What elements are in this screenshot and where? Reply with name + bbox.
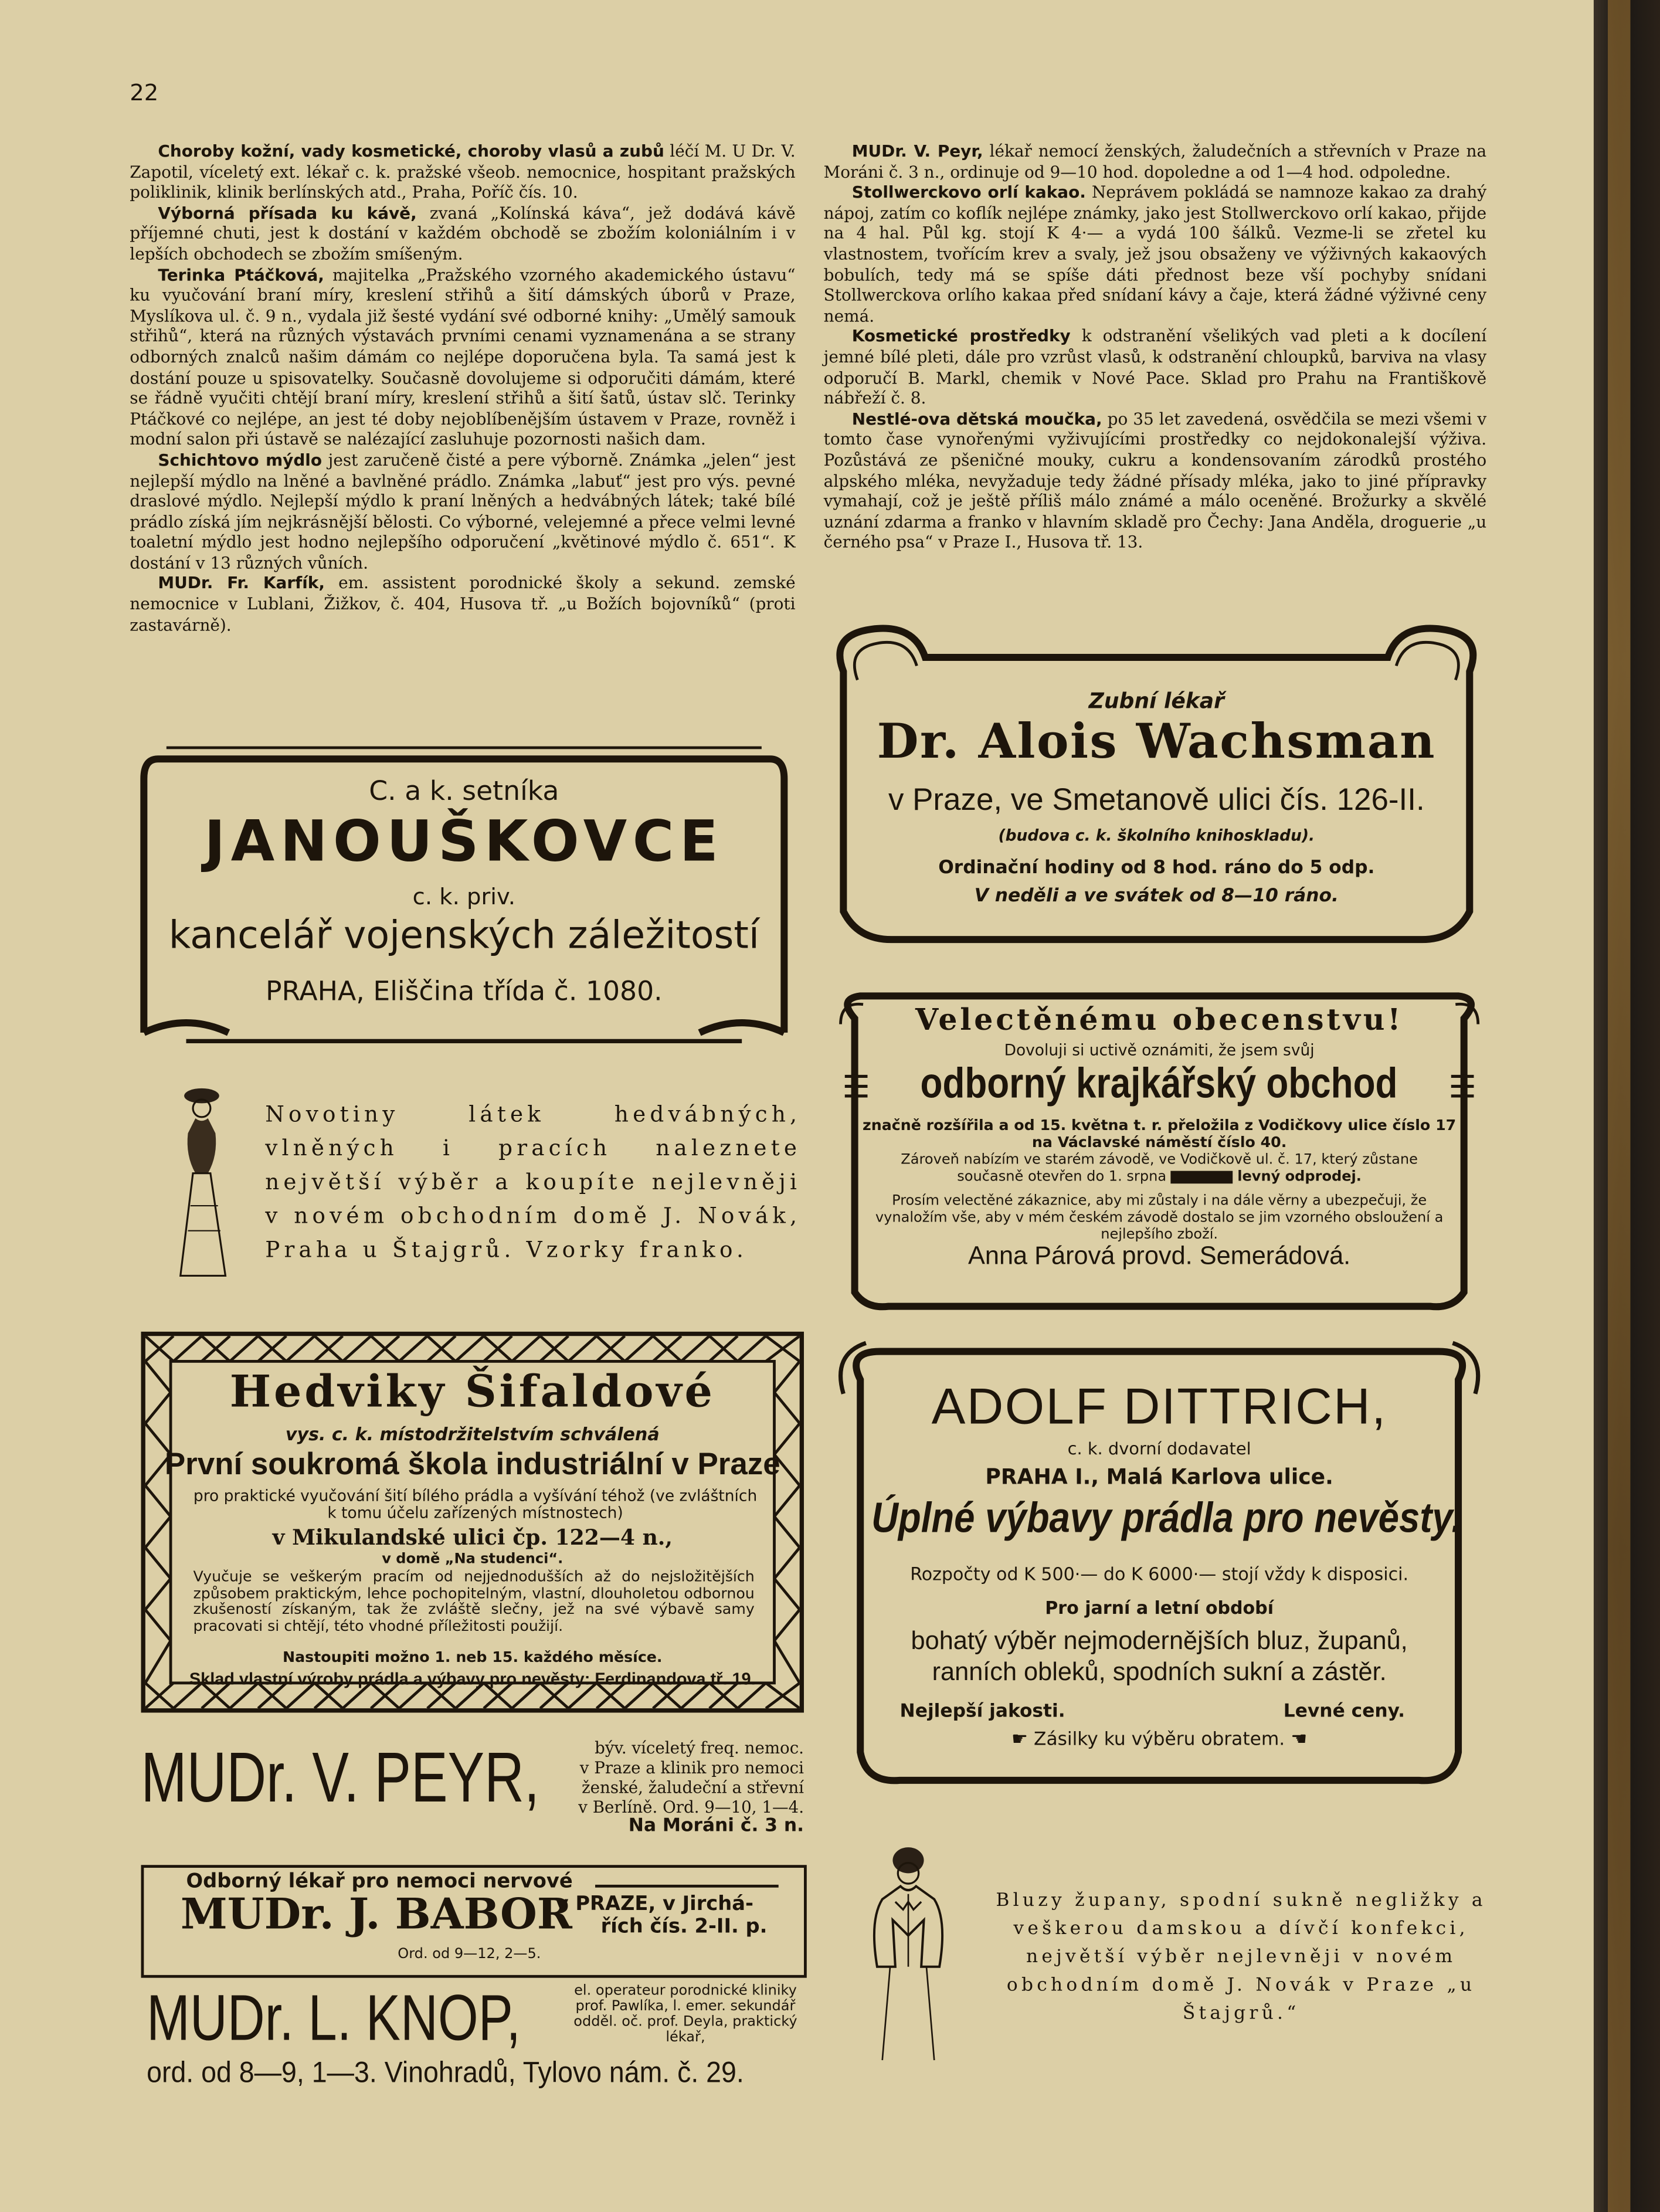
lady-illustration: [843, 1834, 973, 2071]
janouskovec-address: PRAHA, Eliščina třída č. 1080.: [265, 976, 663, 1007]
redacted-block: [1171, 1170, 1233, 1183]
notice-peyr: MUDr. V. Peyr, lékař nemocí ženských, žaludečních a střevních v Praze na Moráni č. 3 n., ordinuje od 9—10 hod. dopoledne a od 1—4 hod. odpoledne.: [823, 141, 1487, 182]
babor-address: v PRAZE, v Jirchá- řích čís. 2-II. p.: [555, 1893, 768, 1939]
novak-fabrics-text: Novotiny látek hedvábných, vlněných i pracích naleznete největší výběr a koupíte nejlevněji v novém obchodním domě J. Novák, Praha u Štajgrů. Vzorky franko.: [265, 1101, 802, 1263]
knop-name: MUDr. L. KNOP,: [147, 1980, 521, 2054]
dittrich-name: ADOLF DITTRICH,: [931, 1376, 1387, 1435]
novak-blouses-text: Bluzy župany, spodní sukně negližky a veškerou damskou a dívčí konfekci, největší výběr nejlevněji v novém obchodním domě J. Novák v Praze „u Štajgrů.“: [996, 1890, 1486, 2025]
peyr-name: MUDr. V. PEYR,: [141, 1738, 539, 1817]
janouskovec-office: kancelář vojenských záležitostí: [168, 914, 759, 958]
babor-hours: Ord. od 9—12, 2—5.: [398, 1946, 541, 1963]
dittrich-price: Levné ceny.: [1283, 1701, 1406, 1723]
parova-intro: Dovoluji si uctivě oznámiti, že jsem svůj: [1004, 1041, 1315, 1060]
left-text-column: [130, 141, 795, 636]
notice-nestle: Nestlé-ova dětská moučka, po 35 let zavedená, osvědčila se mezi všemi v tomto čase vynořenými vyživujícími prostředky co nejdokonalejší výživa. Pozůstává ze pšeničné mouky, cukru a kondensovaním zárodků prostého alpského mléka, nevyžaduje tedy žádné přísady mléka, jako to jiné přípravky vymahají, což je ještě příliš málo známé a málo oceněné. Brožurky a skvělé uznání zdarma a franko v hlavním skladě pro Čechy: Jana Anděla, droguerie „u černého psa“ v Praze I., Husova tř. 13.: [823, 408, 1487, 552]
sifaldova-purpose: pro praktické vyučování šití bílého prádla a vyšívání téhož (ve zvláštních k tomu účelu zařízených místnostech): [193, 1487, 758, 1522]
babor-name: MUDr. J. BABOR: [180, 1890, 572, 1940]
triple-bar-left-icon: ☰: [842, 1069, 870, 1105]
notice-stollwerck: Stollwerckovo orlí kakao. Neprávem pokládá se namnoze kakao za drahý nápoj, zatím co koflík nejlépe známky, jako jest Stollwerckovo orlí kakao, přijde na 4 hal. Půl kg. stojí K 4·— a vydá 100 šálků. Vezme-li se zřetel ku vlastnostem, tvořícím krev a svaly, jež jsou obsaženy ve výživných kakaových bobulích, tedy má se spíše dáti přednost beze vší pochyby snídani Stollwerckova orlího kakaa před snídaní kávy a čaje, která žádné výživné ceny nemá.: [823, 182, 1487, 326]
sifaldova-store: Sklad vlastní výroby prádla a výbavy pro nevěsty: Ferdinandova tř. 19.: [189, 1668, 756, 1689]
page-number: 22: [130, 79, 159, 106]
lady-illustration: [158, 1075, 245, 1287]
triple-bar-right-icon: ☰: [1448, 1069, 1476, 1105]
ad-babor: [141, 1865, 807, 1977]
wachsman-title: Zubní lékař: [1088, 688, 1224, 714]
wachsman-hours-weekday: Ordinační hodiny od 8 hod. ráno do 5 odp.: [938, 857, 1375, 879]
dittrich-address: PRAHA I., Malá Karlova ulice.: [985, 1464, 1333, 1490]
parova-line1: značně rozšířila a od 15. května t. r. přeložila z Vodičkovy ulice číslo 17: [863, 1117, 1457, 1135]
dittrich-season: Pro jarní a letní období: [1045, 1597, 1274, 1619]
dittrich-supplier: c. k. dvorní dodavatel: [1067, 1439, 1251, 1459]
ad-novak-fabrics: [152, 1069, 801, 1309]
parova-signature: Anna Párová provd. Semerádová.: [968, 1241, 1351, 1270]
right-text-column: [824, 141, 1486, 553]
sifaldova-body: Vyučuje se veškerým pracím od nejjednodušších až do nejsložitějších způsobem praktickým, lehce pochopitelným, vlastní, dlouholetou odbornou zkušeností získaným, tak že zvláště slečny, jež na své výbavě samy pracovati si chtějí, této vhodné příležitosti použijí.: [193, 1569, 755, 1634]
knop-details: el. operateur porodnické kliniky prof. Pawlíka, l. emer. sekundář odděl. oč. prof. Deyla, praktický lékař,: [573, 1983, 797, 2046]
sifaldova-approval: vys. c. k. místodržitelstvím schválená: [285, 1423, 660, 1445]
notice-ptackova: Terinka Ptáčková, majitelka „Pražského vzorného akademického ústavu“ ku vyučování braní míry, kreslení střihů a šití dámských úborů v Praze, Myslíkova ul. č. 9 n., vydala již šesté vydání své odborné knihy: „Umělý samouk střihů“, která na různých výstavách prvními cenami vyznamenána a se strany odborných znalců našim dámám co nejlépe doporučena byla. Ta samá jest k dostání pouze u spisovatelky. Současně dovolujeme si odporučiti dámám, které se řádně vyučiti chtějí braní míry, kreslení střihů a šití šatů, ústav slč. Terinky Ptáčkové co nejlépe, an jest té doby nejoblíbenějším ústavem v Praze, rovněž i modní salon při ústavě se nalézající zasluhuje pozornosti našich dam.: [130, 264, 796, 449]
notice-kolinska-kava: Výborná přísada ku kávě, zvaná „Kolínská káva“, jež dodává kávě příjemné chuti, jest k dostání v každém obchodě se zbožím koloniálním i v lepších obchodech se zbožím smíšeným.: [130, 202, 796, 264]
sifaldova-street: v Mikulandské ulici čp. 122—4 n.,: [272, 1525, 673, 1551]
notice-schicht-soap: Schichtovo mýdlo jest zaručeně čisté a pere výborně. Známka „jelen“ jest nejlepší mýdlo na lněné a bavlněné prádlo. Známka „labuť“ jest pro výs. pevné draslové mýdlo. Nejlepší mýdlo k praní lněných a hedvábných látek; také bílé prádlo získá jím nejkrásnější bělosti. Co výborné, velejemné a přece velmi levné toaletní mýdlo jest hodno nejlepšího odporučení „květinové mýdlo č. 651“. K dostání v 13 různých vůních.: [130, 450, 796, 573]
ad-knop: [147, 1978, 809, 2094]
notice-kosmeticke: Kosmetické prostředky k odstranění všelikých vad pleti a k docílení jemné bílé pleti, dále pro vzrůst vlasů, k odstranění chloupků, barviva na vlasy odporučí B. Markl, chemik v Nové Pace. Sklad pro Prahu na Františkově nábřeží č. 8.: [823, 326, 1487, 408]
wachsman-address: v Praze, ve Smetanově ulici čís. 126-II.: [888, 781, 1425, 817]
peyr-details: býv. víceletý freq. nemoc. v Praze a klinik pro nemoci ženské, žaludeční a střevní v Berlíně. Ord. 9—10, 1—4. Na Moráni č. 3 n.: [578, 1738, 804, 1837]
ad-parova: [832, 990, 1486, 1312]
janouskovec-name: JANOUŠKOVCE: [204, 809, 724, 875]
pointing-hand-right-icon: ☛: [1011, 1729, 1028, 1751]
sifaldova-entry: Nastoupiti možno 1. neb 15. každého měsíce.: [282, 1649, 663, 1667]
babor-rule: [595, 1885, 779, 1888]
dittrich-shipping: ☛ Zásilky ku výběru obratem. ☚: [1011, 1729, 1308, 1751]
ad-novak-blouses: [843, 1834, 1492, 2077]
wachsman-building: (budova c. k. školního knihoskladu).: [998, 826, 1315, 845]
wachsman-hours-holiday: V neděli a ve svátek od 8—10 ráno.: [974, 886, 1339, 907]
janouskovec-rank: C. a k. setníka: [369, 776, 559, 808]
knop-hours: ord. od 8—9, 1—3. Vinohradů, Tylovo nám. č. 29.: [147, 2057, 744, 2089]
janouskovec-priv: c. k. priv.: [412, 883, 516, 910]
wachsman-name: Dr. Alois Wachsman: [877, 714, 1437, 771]
parova-line4: Prosím velectěné zákaznice, aby mi zůstaly i na dále věrny a ubezpečuji, že vynaložím vše, aby v mém českém závodě dostalo se jim vzorného obsloužení a nejlepšího zboží.: [875, 1193, 1444, 1243]
dittrich-budget: Rozpočty od K 500·— do K 6000·— stojí vždy k disposici.: [910, 1563, 1409, 1585]
babor-specialty: Odborný lékař pro nemoci nervové: [186, 1870, 573, 1894]
pointing-hand-left-icon: ☚: [1291, 1729, 1308, 1751]
dittrich-headline: Úplné výbavy prádla pro nevěsty.: [871, 1495, 1462, 1542]
sifaldova-house: v domě „Na studenci“.: [382, 1552, 563, 1568]
scan-binding-edge: [1594, 0, 1660, 2212]
notice-zapotil: Choroby kožní, vady kosmetické, choroby vlasů a zubů léčí M. U Dr. V. Zapotil, víceletý ext. lékař c. k. pražské všeob. nemocnice, hospitant pražských poliklinik, klinik berlínských atd., Praha, Poříč čís. 10.: [130, 141, 796, 202]
ad-peyr: [141, 1732, 804, 1851]
dittrich-quality: Nejlepší jakosti.: [899, 1701, 1065, 1723]
sifaldova-name: Hedviky Šifaldové: [229, 1367, 715, 1418]
notice-karfik: MUDr. Fr. Karfík, em. assistent porodnické školy a sekund. zemské nemocnice v Lublani, Žižkov, č. 404, Husova tř. „u Božích bojovníků“ (proti zastavárně).: [130, 573, 796, 635]
ad-dittrich: [832, 1338, 1486, 1794]
sifaldova-school: První soukromá škola industriální v Praze: [164, 1446, 780, 1481]
parova-headline: Velectěnému obecenstvu!: [915, 1001, 1404, 1037]
parova-line2: na Václavské náměstí číslo 40.: [1031, 1134, 1287, 1151]
parova-line3: Zároveň nabízím ve starém závodě, ve Vodičkově ul. č. 17, který zůstane současně otevřen do 1. srpna levný odprodej.: [901, 1152, 1418, 1185]
ad-janouskovec: [130, 737, 798, 1053]
parova-business: ☰ odborný krajkářský obchod ☰: [842, 1061, 1476, 1108]
dittrich-offer: bohatý výběr nejmodernějších bluz, županů, ranních obleků, spodních sukní a zástěr.: [911, 1626, 1408, 1686]
ad-wachsman: [829, 620, 1484, 951]
ad-sifaldova: [141, 1332, 804, 1713]
